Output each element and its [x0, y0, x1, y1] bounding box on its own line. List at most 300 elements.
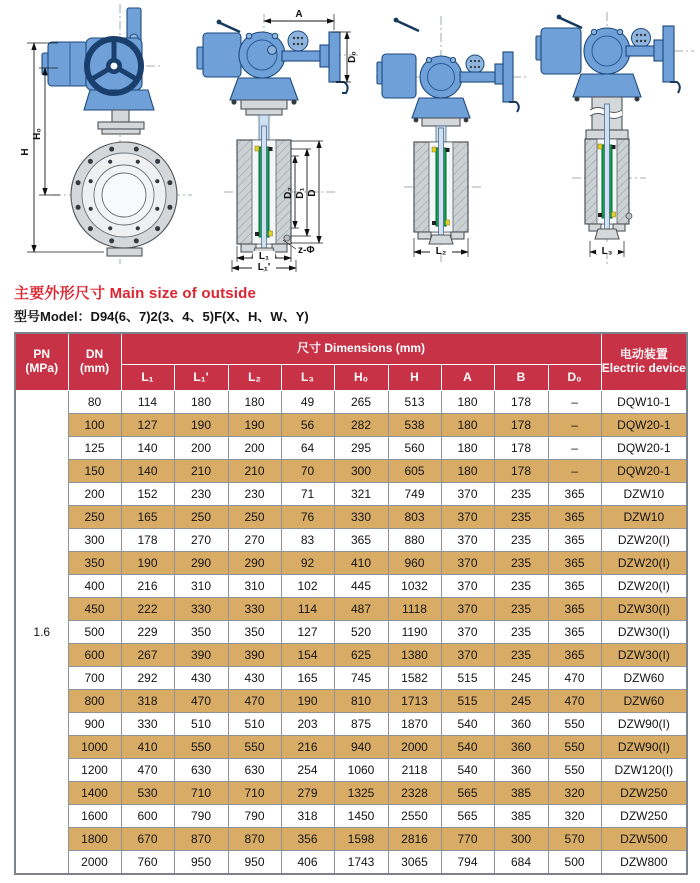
- dim-label-d: D: [307, 189, 318, 197]
- dimension-cell: 180: [174, 391, 228, 414]
- dimension-cell: 370: [441, 483, 494, 506]
- valve-body-section: [414, 128, 468, 244]
- dimension-cell: 470: [121, 759, 174, 782]
- dimension-cell: 365: [548, 506, 601, 529]
- dimension-cell: 360: [494, 713, 548, 736]
- dimension-cell: 803: [388, 506, 441, 529]
- table-row-dn-900: [15, 713, 687, 736]
- dimension-cell: 670: [121, 828, 174, 851]
- dimension-cell: 1380: [388, 644, 441, 667]
- position-indicator: [632, 29, 651, 48]
- table-row-dn-400: [15, 575, 687, 598]
- handwheel-side: [503, 52, 513, 102]
- dimension-cell: 1325: [334, 782, 388, 805]
- electric-device-cell: DQW20-1: [601, 460, 687, 483]
- dimension-cell: 178: [494, 414, 548, 437]
- dimension-cell: 1743: [334, 851, 388, 875]
- dimension-cell: 235: [494, 644, 548, 667]
- dimension-cell: 445: [334, 575, 388, 598]
- dn-cell: 2000: [68, 851, 121, 875]
- col-header-h0: H₀: [334, 365, 388, 391]
- dn-cell: 450: [68, 598, 121, 621]
- dimension-cell: 570: [548, 828, 601, 851]
- dimension-cell: 254: [281, 759, 334, 782]
- dimension-cell: 279: [281, 782, 334, 805]
- dimension-cell: 64: [281, 437, 334, 460]
- dimension-cell: 140: [121, 437, 174, 460]
- dimension-cell: 154: [281, 644, 334, 667]
- dimension-cell: 538: [388, 414, 441, 437]
- dimension-cell: 76: [281, 506, 334, 529]
- dimension-cell: 114: [281, 598, 334, 621]
- dimension-cell: 410: [121, 736, 174, 759]
- dimension-cell: 330: [174, 598, 228, 621]
- col-header-pn: [15, 333, 68, 391]
- dimension-cell: 684: [494, 851, 548, 875]
- model-line: 型号Model：D94(6、7)2(3、4、5)F(X、H、W、Y): [14, 309, 309, 324]
- dimension-cell: 250: [174, 506, 228, 529]
- electric-device-cell: DZW10: [601, 483, 687, 506]
- dimension-cell: 2328: [388, 782, 441, 805]
- dimension-cell: 487: [334, 598, 388, 621]
- col-header-l1: L₁: [121, 365, 174, 391]
- dim-label-d1: D₁: [295, 187, 306, 199]
- dimension-cell: 370: [441, 621, 494, 644]
- dimension-cell: 560: [388, 437, 441, 460]
- dimension-cell: 290: [228, 552, 281, 575]
- dim-label-d2: D₂: [283, 187, 294, 199]
- dimension-cell: 875: [334, 713, 388, 736]
- dimension-cell: 365: [548, 621, 601, 644]
- dimension-cell: 203: [281, 713, 334, 736]
- dimension-cell: 360: [494, 759, 548, 782]
- dimension-cell: 550: [548, 713, 601, 736]
- dimension-cell: 365: [334, 529, 388, 552]
- col-header-l1-prime: L₁': [174, 365, 228, 391]
- dimension-cell: 500: [548, 851, 601, 875]
- electric-device-cell: DZW30(I): [601, 644, 687, 667]
- dn-cell: 100: [68, 414, 121, 437]
- dimension-cell: 470: [548, 690, 601, 713]
- dimension-cell: 140: [121, 460, 174, 483]
- dimension-cell: 200: [174, 437, 228, 460]
- dn-label-line1: DN: [85, 347, 104, 362]
- dimension-cell: 235: [494, 483, 548, 506]
- dimension-cell: 370: [441, 644, 494, 667]
- dimension-cell: 794: [441, 851, 494, 875]
- dimension-cell: 530: [121, 782, 174, 805]
- dimension-cell: 630: [174, 759, 228, 782]
- motor: [382, 54, 416, 98]
- dimension-cell: –: [548, 414, 601, 437]
- dimension-cell: 92: [281, 552, 334, 575]
- dimension-cell: 385: [494, 782, 548, 805]
- dimension-cell: 710: [228, 782, 281, 805]
- dimension-cell: 550: [548, 759, 601, 782]
- dn-cell: 1600: [68, 805, 121, 828]
- electric-device-cell: DZW30(I): [601, 621, 687, 644]
- dimension-cell: 330: [334, 506, 388, 529]
- dimension-cell: 370: [441, 552, 494, 575]
- dimension-cell: 370: [441, 506, 494, 529]
- dimension-cell: 230: [228, 483, 281, 506]
- dimension-cell: 300: [494, 828, 548, 851]
- dimension-cell: 540: [441, 736, 494, 759]
- pn-label-line2: (MPa): [25, 361, 59, 375]
- dim-label-a: A: [295, 9, 303, 20]
- dimension-cell: 350: [228, 621, 281, 644]
- dimension-cell: 2118: [388, 759, 441, 782]
- col-header-h: H: [388, 365, 441, 391]
- dn-cell: 350: [68, 552, 121, 575]
- electric-device-cell: DZW250: [601, 805, 687, 828]
- valve-body-front: [71, 142, 177, 248]
- pn-value-cell: 1.6: [15, 391, 68, 875]
- dimension-cell: 178: [494, 437, 548, 460]
- figure-side-view-lug: [536, 12, 694, 266]
- dimension-cell: 370: [441, 529, 494, 552]
- motor: [541, 28, 581, 74]
- dn-cell: 1200: [68, 759, 121, 782]
- dimension-cell: 229: [121, 621, 174, 644]
- dimension-cell: 330: [228, 598, 281, 621]
- dimension-cell: 190: [121, 552, 174, 575]
- dn-cell: 200: [68, 483, 121, 506]
- dim-label-l1: L₁: [258, 251, 270, 262]
- dimension-cell: 178: [494, 460, 548, 483]
- dimension-cell: 1118: [388, 598, 441, 621]
- dimension-cell: 330: [121, 713, 174, 736]
- table-row-dn-100: [15, 414, 687, 437]
- dimension-cell: 70: [281, 460, 334, 483]
- dimension-cell: 605: [388, 460, 441, 483]
- table-row-dn-500: [15, 621, 687, 644]
- electric-device-cell: DZW60: [601, 690, 687, 713]
- dimension-cell: 222: [121, 598, 174, 621]
- table-row-dn-80: [15, 391, 687, 414]
- dimension-cell: 515: [441, 667, 494, 690]
- electric-device-cell: DZW120(I): [601, 759, 687, 782]
- dimension-cell: 250: [228, 506, 281, 529]
- figure-front-view: [20, 4, 192, 264]
- dimension-cell: 245: [494, 667, 548, 690]
- handwheel-side: [663, 26, 674, 82]
- dimension-cell: 190: [281, 690, 334, 713]
- table-row-dn-200: [15, 483, 687, 506]
- dimension-cell: 356: [281, 828, 334, 851]
- col-header-dn: [68, 333, 121, 391]
- device-label-line1: 电动装置: [619, 347, 668, 362]
- col-header-a: A: [441, 365, 494, 391]
- table-row-dn-1000: [15, 736, 687, 759]
- electric-device-cell: DZW20(I): [601, 552, 687, 575]
- dimension-cell: 235: [494, 621, 548, 644]
- dn-cell: 125: [68, 437, 121, 460]
- dimension-cell: 810: [334, 690, 388, 713]
- dimension-cell: 390: [174, 644, 228, 667]
- dim-label-h: H: [20, 148, 31, 156]
- device-label-line2: Electric device: [601, 361, 686, 375]
- figure-side-view-flanged: [196, 9, 358, 273]
- dimension-cell: 406: [281, 851, 334, 875]
- dimension-cell: 178: [121, 529, 174, 552]
- actuator-housing: [239, 32, 285, 78]
- electric-device-cell: DZW800: [601, 851, 687, 875]
- col-group-dimensions: 尺寸 Dimensions (mm): [121, 333, 601, 365]
- dimension-cell: 1598: [334, 828, 388, 851]
- dim-label-z-phi: z-Φ: [298, 245, 315, 256]
- dn-cell: 400: [68, 575, 121, 598]
- dimension-cell: 83: [281, 529, 334, 552]
- dimension-cell: 1190: [388, 621, 441, 644]
- dimension-cell: –: [548, 391, 601, 414]
- dimension-cell: 1713: [388, 690, 441, 713]
- dimension-cell: 365: [548, 552, 601, 575]
- dimension-cell: 470: [228, 690, 281, 713]
- dimension-cell: 370: [441, 598, 494, 621]
- dimension-cell: 1060: [334, 759, 388, 782]
- electric-device-cell: DZW20(I): [601, 529, 687, 552]
- dimension-cell: 365: [548, 483, 601, 506]
- dimension-cell: 235: [494, 552, 548, 575]
- dimension-cell: 190: [174, 414, 228, 437]
- dimension-cell: 318: [121, 690, 174, 713]
- dimension-cell: 2816: [388, 828, 441, 851]
- dim-label-d0: D₀: [347, 51, 358, 63]
- table-row-dn-450: [15, 598, 687, 621]
- dimension-cell: 210: [174, 460, 228, 483]
- dn-cell: 800: [68, 690, 121, 713]
- dimension-cell: 600: [121, 805, 174, 828]
- col-header-electric-device: [601, 333, 687, 391]
- dimension-cell: 470: [548, 667, 601, 690]
- dim-label-l2: L₂: [435, 246, 447, 257]
- dimension-cell: 365: [548, 529, 601, 552]
- dimension-cell: 2000: [388, 736, 441, 759]
- dimension-cell: 320: [548, 805, 601, 828]
- dn-cell: 1400: [68, 782, 121, 805]
- dim-label-l1-prime: L₁': [257, 262, 271, 273]
- dimension-cell: 365: [548, 644, 601, 667]
- dimension-cell: 318: [281, 805, 334, 828]
- table-row-dn-250: [15, 506, 687, 529]
- dimension-cell: 960: [388, 552, 441, 575]
- dimension-cell: 235: [494, 506, 548, 529]
- dimension-cell: 216: [121, 575, 174, 598]
- dimension-cell: 1870: [388, 713, 441, 736]
- col-header-b: B: [494, 365, 548, 391]
- dimension-cell: 513: [388, 391, 441, 414]
- position-indicator: [288, 31, 308, 51]
- dn-cell: 600: [68, 644, 121, 667]
- dimension-cell: 235: [494, 575, 548, 598]
- dimension-cell: 180: [228, 391, 281, 414]
- dimension-cell: 310: [228, 575, 281, 598]
- valve-technical-drawings: [0, 0, 700, 278]
- electric-device-cell: DZW90(I): [601, 736, 687, 759]
- table-row-dn-150: [15, 460, 687, 483]
- dimension-cell: 550: [228, 736, 281, 759]
- electric-device-cell: DZW60: [601, 667, 687, 690]
- dimension-cell: 320: [548, 782, 601, 805]
- dimension-cell: 290: [174, 552, 228, 575]
- dimension-cell: 880: [388, 529, 441, 552]
- dimension-cell: 310: [174, 575, 228, 598]
- dimension-cell: 102: [281, 575, 334, 598]
- dn-cell: 150: [68, 460, 121, 483]
- dimension-cell: 235: [494, 598, 548, 621]
- dim-label-l3: L₃: [601, 246, 613, 257]
- dimension-cell: 49: [281, 391, 334, 414]
- dimension-cell: 127: [121, 414, 174, 437]
- table-body: [15, 391, 687, 875]
- dimension-cell: 165: [281, 667, 334, 690]
- dimension-cell: 1450: [334, 805, 388, 828]
- dimension-cell: 282: [334, 414, 388, 437]
- dimension-cell: 56: [281, 414, 334, 437]
- dimension-cell: 365: [548, 598, 601, 621]
- dimension-cell: 950: [174, 851, 228, 875]
- electric-device-cell: DZW250: [601, 782, 687, 805]
- table-row-dn-1400: [15, 782, 687, 805]
- dimensions-table: [14, 332, 688, 875]
- pn-label-line1: PN: [33, 347, 51, 362]
- dimension-cell: 410: [334, 552, 388, 575]
- table-row-dn-1200: [15, 759, 687, 782]
- dimension-cell: 430: [174, 667, 228, 690]
- handwheel-side: [329, 32, 340, 82]
- dimension-cell: 1032: [388, 575, 441, 598]
- dimension-cell: 565: [441, 782, 494, 805]
- dimension-cell: 745: [334, 667, 388, 690]
- header-row-groups: [15, 333, 687, 365]
- dn-cell: 700: [68, 667, 121, 690]
- dimension-cell: 295: [334, 437, 388, 460]
- dimension-cell: 385: [494, 805, 548, 828]
- dimension-cell: 550: [174, 736, 228, 759]
- electric-device-cell: DZW30(I): [601, 598, 687, 621]
- dimension-cell: 510: [174, 713, 228, 736]
- dimension-cell: 749: [388, 483, 441, 506]
- dimension-cell: 200: [228, 437, 281, 460]
- dimension-cell: 270: [174, 529, 228, 552]
- dn-cell: 1800: [68, 828, 121, 851]
- dimension-cell: 71: [281, 483, 334, 506]
- table-row-dn-2000: [15, 851, 687, 875]
- dimension-cell: 520: [334, 621, 388, 644]
- table-row-dn-300: [15, 529, 687, 552]
- table-row-dn-350: [15, 552, 687, 575]
- electric-device-cell: DZW10: [601, 506, 687, 529]
- dim-label-h0: H₀: [32, 128, 43, 140]
- dimension-cell: 550: [548, 736, 601, 759]
- dimension-cell: 270: [228, 529, 281, 552]
- dimension-cell: 3065: [388, 851, 441, 875]
- dn-cell: 1000: [68, 736, 121, 759]
- figure-side-view-wafer: [376, 16, 528, 262]
- dimension-cell: 540: [441, 759, 494, 782]
- dimension-cell: 267: [121, 644, 174, 667]
- table-row-dn-700: [15, 667, 687, 690]
- dimension-cell: 216: [281, 736, 334, 759]
- dimension-cell: 950: [228, 851, 281, 875]
- actuator-housing: [420, 56, 462, 98]
- dn-cell: 80: [68, 391, 121, 414]
- dimension-cell: 114: [121, 391, 174, 414]
- dimension-cell: 770: [441, 828, 494, 851]
- dn-cell: 300: [68, 529, 121, 552]
- dimension-cell: 470: [174, 690, 228, 713]
- dimension-cell: 230: [174, 483, 228, 506]
- dimension-cell: 390: [228, 644, 281, 667]
- motor: [48, 42, 88, 86]
- dimension-cell: 292: [121, 667, 174, 690]
- dimension-cell: 190: [228, 414, 281, 437]
- table-row-dn-600: [15, 644, 687, 667]
- table-row-dn-1600: [15, 805, 687, 828]
- dimension-cell: 165: [121, 506, 174, 529]
- dimension-cell: 565: [441, 805, 494, 828]
- col-header-d0: D₀: [548, 365, 601, 391]
- dn-cell: 900: [68, 713, 121, 736]
- dimension-cell: 2550: [388, 805, 441, 828]
- dimension-cell: 180: [441, 460, 494, 483]
- col-header-l2: L₂: [228, 365, 281, 391]
- dn-cell: 250: [68, 506, 121, 529]
- table-row-dn-1800: [15, 828, 687, 851]
- dimension-cell: 365: [548, 575, 601, 598]
- dimension-cell: 235: [494, 529, 548, 552]
- dimension-cell: 152: [121, 483, 174, 506]
- dimension-cell: 180: [441, 437, 494, 460]
- dimension-cell: 265: [334, 391, 388, 414]
- dimension-cell: 430: [228, 667, 281, 690]
- dimension-cell: 510: [228, 713, 281, 736]
- dn-cell: 500: [68, 621, 121, 644]
- dimension-cell: 245: [494, 690, 548, 713]
- electric-device-cell: DQW20-1: [601, 414, 687, 437]
- section-title: 主要外形尺寸 Main size of outside: [14, 285, 257, 302]
- dimension-cell: 870: [174, 828, 228, 851]
- electric-device-cell: DQW20-1: [601, 437, 687, 460]
- dimension-cell: 127: [281, 621, 334, 644]
- dimension-cell: 350: [174, 621, 228, 644]
- dimension-cell: 790: [174, 805, 228, 828]
- dimension-cell: 370: [441, 575, 494, 598]
- dimension-cell: 180: [441, 391, 494, 414]
- dimension-cell: 300: [334, 460, 388, 483]
- electric-device-cell: DZW90(I): [601, 713, 687, 736]
- dimension-cell: 178: [494, 391, 548, 414]
- dimension-cell: 940: [334, 736, 388, 759]
- actuator-housing: [584, 28, 630, 74]
- electric-device-cell: DQW10-1: [601, 391, 687, 414]
- position-indicator: [466, 55, 484, 73]
- dimension-cell: –: [548, 437, 601, 460]
- dimension-cell: 630: [228, 759, 281, 782]
- electric-device-cell: DZW500: [601, 828, 687, 851]
- dimension-cell: 1582: [388, 667, 441, 690]
- dimension-cell: 870: [228, 828, 281, 851]
- dn-label-line2: (mm): [79, 361, 110, 375]
- dimension-cell: 540: [441, 713, 494, 736]
- dimension-cell: 515: [441, 690, 494, 713]
- dimension-cell: 625: [334, 644, 388, 667]
- dimension-cell: 710: [174, 782, 228, 805]
- col-header-l3: L₃: [281, 365, 334, 391]
- dimension-cell: 210: [228, 460, 281, 483]
- dimension-cell: 760: [121, 851, 174, 875]
